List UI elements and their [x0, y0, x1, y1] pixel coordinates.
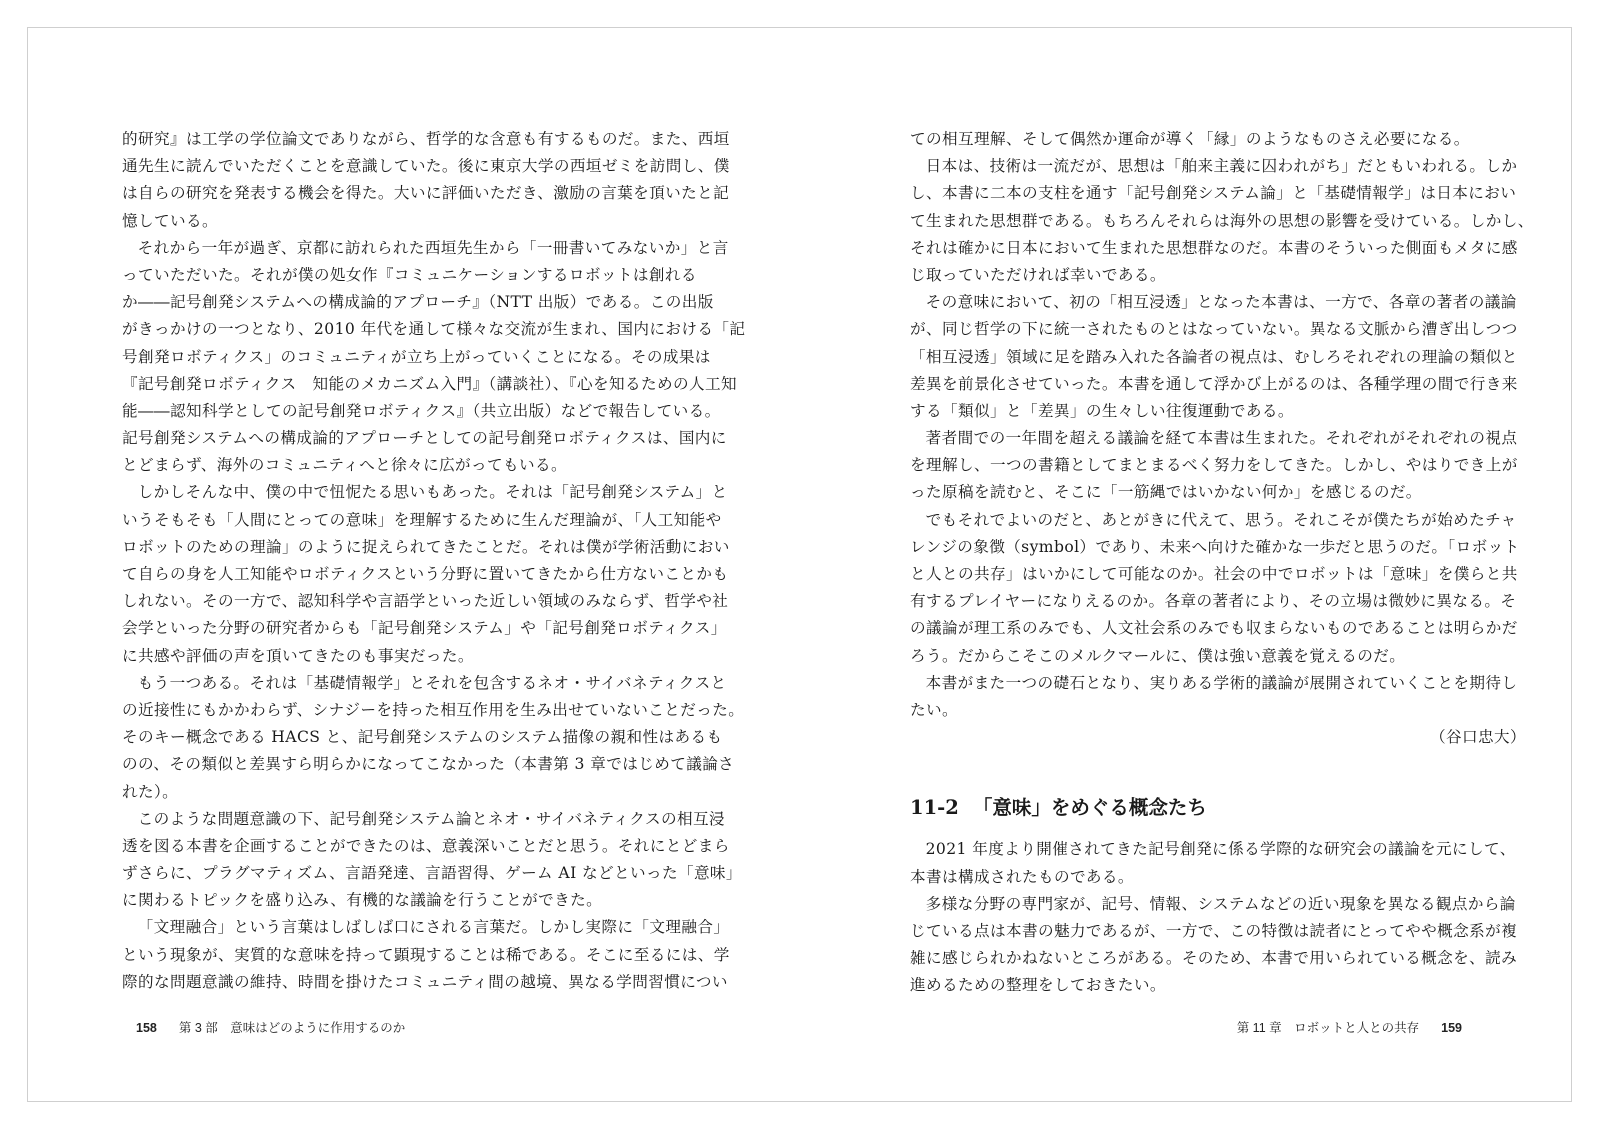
- text-line: 2021 年度より開催されてきた記号創発に係る学際的な研究会の議論を元にして、: [925, 840, 1516, 859]
- text-line: とどまらず、海外のコミュニティへと徐々に広がってもいる。: [122, 456, 568, 475]
- book-spread: [27, 27, 1572, 1102]
- text-line: 雑に感じられかねないところがある。そのため、本書で用いられている概念を、読み: [910, 949, 1518, 968]
- text-line: という現象が、実質的な意味を持って顕現することは稀である。そこに至るには、学: [122, 945, 730, 964]
- text-line: 際的な問題意識の維持、時間を掛けたコミュニティ間の越境、異なる学問習慣につい: [122, 972, 728, 991]
- text-line: でもそれでよいのだと、あとがきに代えて、思う。それこそが僕たちが始めたチャ: [925, 510, 1517, 529]
- text-line: れた）。: [122, 782, 179, 801]
- text-line: レンジの象徴（symbol）であり、未来へ向けた確かな一歩だと思うのだ。「ロボット: [910, 537, 1520, 556]
- text-line: に共感や評価の声を頂いてきたのも事実だった。: [122, 646, 474, 665]
- page-number: 158: [136, 1021, 157, 1035]
- text-line: ロボットのための理論」のように捉えられてきたことだ。それは僕が学術活動におい: [122, 537, 730, 556]
- section-text-block: [910, 836, 1526, 999]
- text-line: 号創発ロボティクス」のコミュニティが立ち上がっていくことになる。その成果は: [122, 347, 711, 366]
- text-line: を理解し、一つの書籍としてまとまるべく努力をしてきた。しかし、やはりでき上が: [910, 456, 1518, 475]
- right-page: [800, 28, 1572, 1101]
- text-line: そのキー概念である HACS と、記号創発システムのシステム描像の親和性はあるも: [122, 728, 723, 747]
- text-line: のの、その類似と差異すら明らかになってこなかった（本書第 3 章ではじめて議論さ: [122, 755, 735, 774]
- text-line: しかしそんな中、僕の中で忸怩たる思いもあった。それは「記号創発システム」と: [137, 483, 728, 502]
- section-heading: [910, 788, 1526, 828]
- text-line: たい。: [910, 700, 958, 719]
- text-line: がきっかけの一つとなり、2010 年代を通して様々な交流が生まれ、国内における「記: [122, 320, 746, 339]
- text-line: 進めるための整理をしておきたい。: [910, 976, 1166, 995]
- text-line: 差異を前景化させていった。本書を通して浮かび上がるのは、各種学理の間で行き来: [910, 374, 1518, 393]
- text-line: しれない。その一方で、認知科学や言語学といった近しい領域のみならず、哲学や社: [122, 592, 729, 611]
- text-line: それは確かに日本において生まれた思想群なのだ。本書のそういった側面もメタに感: [910, 238, 1518, 257]
- text-line: 本書は構成されたものである。: [910, 867, 1134, 886]
- author-signature: （谷口忠大）: [1430, 728, 1526, 747]
- text-line: て生まれた思想群である。もちろんそれらは海外の思想の影響を受けている。しかし、: [910, 211, 1534, 230]
- text-line: 本書がまた一つの礎石となり、実りある学術的議論が展開されていくことを期待し: [925, 673, 1518, 692]
- text-line: の議論が理工系のみでも、人文社会系のみでも収まらないものであることは明らかだ: [910, 619, 1518, 638]
- text-line: 通先生に読んでいただくことを意識していた。後に東京大学の西垣ゼミを訪問し、僕: [122, 157, 730, 176]
- right-page-text-block: [910, 126, 1534, 724]
- left-page-body: [122, 126, 746, 996]
- left-page: [28, 28, 800, 1101]
- text-line: が、同じ哲学の下に統一されたものとはなっていない。異なる文脈から漕ぎ出しつつ: [910, 320, 1518, 339]
- text-line: このような問題意識の下、記号創発システム論とネオ・サイバネティクスの相互浸: [137, 809, 725, 828]
- text-line: 「文理融合」という言葉はしばしば口にされる言葉だ。しかし実際に「文理融合」: [137, 918, 730, 937]
- text-line: 著者間での一年間を超える議論を経て本書は生まれた。それぞれがそれぞれの視点: [925, 429, 1518, 448]
- text-line: 的研究』は工学の学位論文でありながら、哲学的な含意も有するものだ。また、西垣: [122, 130, 730, 148]
- text-line: ずさらに、プラグマティズム、言語発達、言語習得、ゲーム AI などといった「意味」: [122, 864, 742, 883]
- text-line: 多様な分野の専門家が、記号、情報、システムなどの近い現象を異なる観点から論: [925, 894, 1516, 913]
- text-line: いうそもそも「人間にとっての意味」を理解するために生んだ理論が、「人工知能や: [122, 510, 722, 529]
- page-number: 159: [1441, 1021, 1462, 1035]
- text-line: は自らの研究を発表する機会を得た。大いに評価いただき、激励の言葉を頂いたと記: [122, 184, 730, 203]
- text-line: 『記号創発ロボティクス 知能のメカニズム入門』（講談社）、『心を知るための人工知: [122, 374, 737, 393]
- text-line: する「類似」と「差異」の生々しい往復運動である。: [910, 401, 1294, 420]
- left-page-footer: [136, 1018, 405, 1038]
- text-line: 日本は、技術は一流だが、思想は「舶来主義に囚われがち」だともいわれる。しか: [925, 157, 1518, 176]
- text-line: 「相互浸透」領域に足を踏み入れた各論者の視点は、むしろそれぞれの理論の類似と: [910, 347, 1518, 366]
- text-line: し、本書に二本の支柱を通す「記号創発システム論」と「基礎情報学」は日本におい: [910, 184, 1517, 203]
- section-title: 「意味」をめぐる概念たち: [972, 796, 1207, 820]
- text-line: その意味において、初の「相互浸透」となった本書は、一方で、各章の著者の議論: [925, 293, 1517, 312]
- text-line: 記号創発システムへの構成論的アプローチとしての記号創発ロボティクスは、国内に: [122, 429, 727, 448]
- right-page-body: [910, 126, 1534, 999]
- section-spacer: [910, 751, 1526, 778]
- text-line: ての相互理解、そして偶然か運命が導く「縁」のようなものさえ必要になる。: [910, 130, 1470, 148]
- text-line: 会学といった分野の研究者からも「記号創発システム」や「記号創発ロボティクス」: [122, 619, 727, 638]
- text-line: じ取っていただければ幸いである。: [910, 265, 1166, 284]
- text-line: の近接性にもかかわらず、シナジーを持った相互作用を生み出せていないことだった。: [122, 700, 745, 719]
- running-head: 第 3 部 意味はどのように作用するのか: [178, 1021, 406, 1035]
- text-line: じている点は本書の魅力であるが、一方で、この特徴は読者にとってやや概念系が複: [910, 921, 1518, 940]
- text-line: 透を図る本書を企画することができたのは、意義深いことだと思う。それにとどまら: [122, 836, 730, 855]
- text-line: 能――認知科学としての記号創発ロボティクス』（共立出版）などで報告している。: [122, 401, 721, 420]
- text-line: か――記号創発システムへの構成論的アプローチ』（NTT 出版）である。この出版: [122, 293, 714, 312]
- text-line: った原稿を読むと、そこに「一筋縄ではいかない何か」を感じるのだ。: [910, 483, 1422, 502]
- text-line: 憶している。: [122, 211, 218, 230]
- text-line: ろう。だからこそこのメルクマールに、僕は強い意義を覚えるのだ。: [910, 646, 1406, 665]
- text-line: 有するプレイヤーになりえるのか。各章の著者により、その立場は微妙に異なる。そ: [910, 592, 1517, 611]
- text-line: もう一つある。それは「基礎情報学」とそれを包含するネオ・サイバネティクスと: [137, 673, 727, 692]
- text-line: て自らの身を人工知能やロボティクスという分野に置いてきたから仕方ないことかも: [122, 565, 729, 583]
- section-number: 11-2: [910, 796, 959, 820]
- right-page-footer: [1237, 1018, 1462, 1038]
- text-line: っていただいた。それが僕の処女作『コミュニケーションするロボットは創れる: [122, 265, 697, 284]
- running-head: 第 11 章 ロボットと人との共存: [1236, 1021, 1420, 1035]
- text-line: それから一年が過ぎ、京都に訪れられた西垣先生から「一冊書いてみないか」と言: [137, 238, 729, 257]
- text-line: と人との共存」はいかにして可能なのか。社会の中でロボットは「意味」を僕らと共: [910, 565, 1518, 583]
- text-line: に関わるトピックを盛り込み、有機的な議論を行うことができた。: [122, 891, 603, 910]
